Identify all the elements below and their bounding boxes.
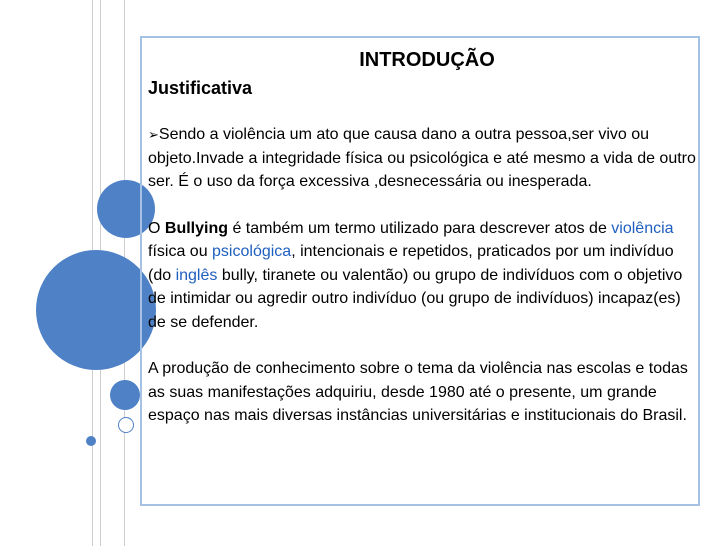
paragraph-2-text: é também um termo utilizado para descrever atos de [228,219,612,237]
link-psicologica[interactable]: psicológica [212,243,292,260]
slide-content [148,46,696,428]
slide-title: INTRODUÇÃO [359,49,495,71]
paragraph-3: A produção de conhecimento sobre o tema da violência nas escolas e todas as suas manifestações adquiriu, desde 1980 até o presente, um grande espaço nas mais diversas instâncias universitárias e institucionais do Brasil. [148,360,688,424]
bullet-arrow-icon: ➢ [148,127,159,142]
paragraph-2-text: , intencionais e repetidos, praticados por um indivíduo (do [148,243,674,284]
paragraph-2-text: bully, tiranete ou valentão) ou grupo de indivíduos com o objetivo de intimidar ou agredir outro indivíduo (ou grupo de indivíduos) incapaz(es) de se defender. [148,266,683,331]
decor-circle-tiny [86,436,96,446]
link-ingles[interactable]: inglês [175,266,218,284]
decor-circle-small [110,380,140,410]
paragraph-2-text: física ou [148,243,213,260]
paragraph-2-text: O [148,219,165,237]
paragraph-1-text: Sendo a violência um ato que causa dano a outra pessoa,ser vivo ou objeto.Invade a integridade física ou psicológica e até mesmo a vida de outro ser. É o uso da força excessiva ,desnecessária ou inesperada. [148,126,696,190]
paragraph-1 [148,123,696,194]
link-violencia[interactable]: violência [611,219,674,237]
decor-circle-ring [118,417,134,433]
slide-subtitle: Justificativa [148,78,253,98]
bullying-term: Bullying [164,219,228,237]
decor-circle-large [36,250,156,370]
paragraph-2 [148,217,696,335]
